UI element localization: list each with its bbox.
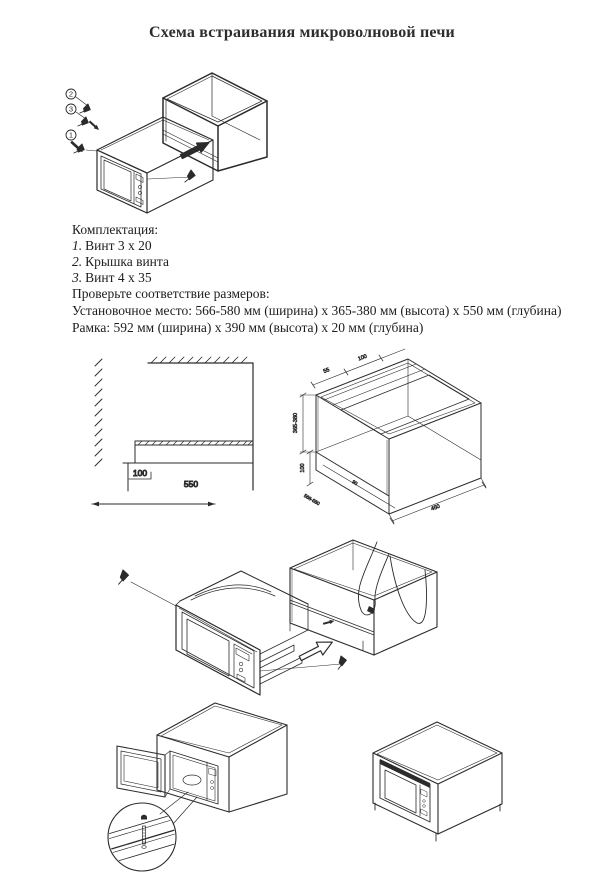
kit-heading: Комплектация: (72, 222, 159, 237)
callout-1-label: 1 (68, 130, 74, 140)
dim-label-90: 90 (350, 480, 358, 488)
callout-3-label: 3 (68, 104, 74, 114)
dim-label-top-100: 100 (357, 353, 369, 363)
wall-hatch (95, 359, 102, 466)
shelf-hatch (138, 441, 252, 445)
kit-item-3-num: 3. (72, 270, 83, 285)
cabinet-drawing (373, 722, 502, 841)
dim-label-450: 450 (430, 503, 442, 513)
fixing-detail-circle (108, 803, 178, 871)
section-view-diagram (85, 352, 285, 510)
dim-label-width: 566-580 (302, 493, 321, 508)
kit-item-2 (72, 254, 270, 270)
kit-item-2-label: Крышка винта (85, 254, 169, 269)
kit-item-1 (72, 238, 270, 254)
exploded-view-diagram (55, 58, 315, 218)
insert-arrow-icon (297, 636, 336, 665)
screw-icon (338, 656, 347, 670)
microwave-open-drawing (117, 746, 218, 804)
dim-label-left-100: 100 (300, 463, 306, 473)
page-title: Схема встраивания микроволновой печи (149, 24, 455, 41)
small-arrow-icon (323, 619, 334, 625)
niche-dimensions-diagram (283, 343, 583, 533)
callout-1 (66, 130, 97, 157)
specs-block (72, 303, 561, 336)
niche-box-drawing (316, 359, 481, 514)
small-arrow-icon (88, 120, 100, 131)
screw-icon (80, 104, 92, 117)
turntable-plate (183, 775, 201, 785)
kit-item-1-label: Винт 3 х 20 (85, 238, 152, 253)
callout-2-label: 2 (68, 89, 74, 99)
spec-frame: Рамка: 592 мм (ширина) х 390 мм (высота) х 20 мм (глубина) (72, 319, 424, 335)
framed-microwave-drawing (176, 571, 308, 695)
kit-item-1-num: 1. (72, 238, 83, 253)
kit-item-2-num: 2. (72, 254, 83, 269)
installed-view-diagram (360, 700, 585, 852)
dim-label-height: 365-380 (293, 412, 299, 434)
screw-icon (78, 117, 90, 130)
microwave-drawing (97, 117, 213, 213)
door-open-fixing-diagram (60, 698, 325, 877)
kit-block (72, 222, 270, 302)
dim-label-100: 100 (132, 468, 148, 478)
cabinet-drawing (163, 73, 267, 171)
check-note: Проверьте соответствие размеров: (72, 286, 270, 301)
insert-arrow-icon (179, 138, 211, 161)
callout-3 (66, 104, 100, 131)
cabinet-drawing (157, 703, 287, 812)
kit-item-3-label: Винт 4 х 35 (85, 270, 152, 285)
screw-icon (119, 570, 130, 586)
top-hatch (151, 357, 247, 363)
insertion-step-diagram (95, 538, 505, 710)
spec-niche: Установочное место: 566-580 мм (ширина) х 365-380 мм (высота) х 550 мм (глубина) (72, 303, 562, 318)
dim-label-55: 55 (322, 367, 331, 375)
kit-item-3 (72, 270, 270, 286)
dim-label-550: 550 (183, 479, 199, 489)
screw-cap-icon (141, 815, 147, 820)
cabinet-with-cable-drawing (290, 540, 437, 655)
